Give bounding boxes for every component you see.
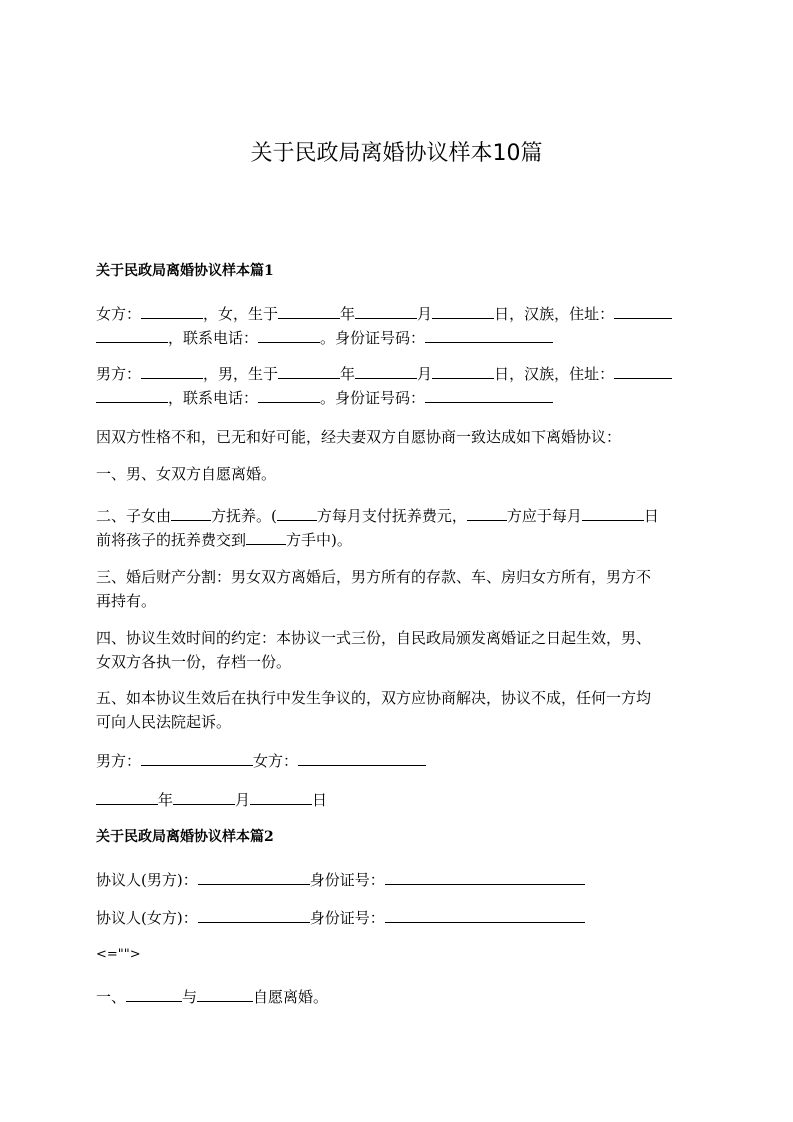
blank-field[interactable] bbox=[582, 503, 644, 521]
section-2-heading: 关于民政局离婚协议样本篇2 bbox=[96, 829, 274, 845]
blank-field[interactable] bbox=[298, 748, 426, 766]
party-male-line: 协议人(男方)： 身份证号： bbox=[96, 867, 700, 892]
female-info-line-1: 女方： ，女，生于 年 月 日，汉族，住址： bbox=[96, 301, 700, 326]
blank-field[interactable] bbox=[258, 385, 320, 403]
stray-markup-text: <=""> bbox=[96, 947, 141, 962]
blank-field[interactable] bbox=[141, 748, 253, 766]
intro-paragraph: 因双方性格不和，已无和好可能，经夫妻双方自愿协商一致达成如下离婚协议： bbox=[96, 428, 622, 446]
section-1-heading: 关于民政局离婚协议样本篇1 bbox=[96, 263, 274, 279]
blank-field[interactable] bbox=[385, 867, 585, 885]
blank-field[interactable] bbox=[425, 325, 553, 343]
blank-field[interactable] bbox=[614, 361, 672, 379]
blank-field[interactable] bbox=[355, 301, 417, 319]
clause-4-line-2: 女双方各执一份，存档一份。 bbox=[96, 653, 292, 671]
blank-field[interactable] bbox=[246, 527, 286, 545]
clause-3-line-2: 再持有。 bbox=[96, 592, 157, 610]
blank-field[interactable] bbox=[614, 301, 672, 319]
clause-1: 一、男、女双方自愿离婚。 bbox=[96, 465, 277, 483]
blank-field[interactable] bbox=[258, 325, 320, 343]
signature-line: 男方： 女方： bbox=[96, 748, 700, 773]
male-info-line-2: ，联系电话： 。身份证号码： bbox=[96, 385, 700, 410]
blank-field[interactable] bbox=[96, 325, 168, 343]
page-title: 关于民政局离婚协议样本10篇 bbox=[250, 141, 543, 166]
party-female-line: 协议人(女方)： 身份证号： bbox=[96, 905, 700, 930]
blank-field[interactable] bbox=[250, 787, 312, 805]
blank-field[interactable] bbox=[355, 361, 417, 379]
clause-2-line-2: 前将孩子的抚养费交到 方手中)。 bbox=[96, 527, 700, 552]
blank-field[interactable] bbox=[432, 361, 494, 379]
blank-field[interactable] bbox=[198, 867, 310, 885]
blank-field[interactable] bbox=[278, 301, 340, 319]
female-info-line-2: ，联系电话： 。身份证号码： bbox=[96, 325, 700, 350]
blank-field[interactable] bbox=[173, 787, 235, 805]
blank-field[interactable] bbox=[197, 984, 253, 1002]
blank-field[interactable] bbox=[96, 787, 158, 805]
blank-field[interactable] bbox=[141, 361, 203, 379]
blank-field[interactable] bbox=[432, 301, 494, 319]
blank-field[interactable] bbox=[277, 503, 317, 521]
male-info-line-1: 男方： ，男，生于 年 月 日，汉族，住址： bbox=[96, 361, 700, 386]
blank-field[interactable] bbox=[467, 503, 507, 521]
blank-field[interactable] bbox=[141, 301, 203, 319]
date-line: 年 月 日 bbox=[96, 787, 700, 812]
blank-field[interactable] bbox=[385, 905, 585, 923]
blank-field[interactable] bbox=[425, 385, 553, 403]
blank-field[interactable] bbox=[171, 503, 211, 521]
clause-2-line-1: 二、子女由 方抚养。( 方每月支付抚养费元， 方应于每月 日 bbox=[96, 503, 700, 528]
blank-field[interactable] bbox=[96, 385, 168, 403]
section-2-clause-1: 一、 与 自愿离婚。 bbox=[96, 984, 700, 1009]
clause-4-line-1: 四、协议生效时间的约定：本协议一式三份，自民政局颁发离婚证之日起生效，男、 bbox=[96, 629, 652, 647]
blank-field[interactable] bbox=[278, 361, 340, 379]
clause-5-line-2: 可向人民法院起诉。 bbox=[96, 713, 232, 731]
blank-field[interactable] bbox=[198, 905, 310, 923]
blank-field[interactable] bbox=[126, 984, 182, 1002]
clause-5-line-1: 五、如本协议生效后在执行中发生争议的，双方应协商解决，协议不成，任何一方均 bbox=[96, 689, 652, 707]
clause-3-line-1: 三、婚后财产分割：男女双方离婚后，男方所有的存款、车、房归女方所有，男方不 bbox=[96, 568, 652, 586]
